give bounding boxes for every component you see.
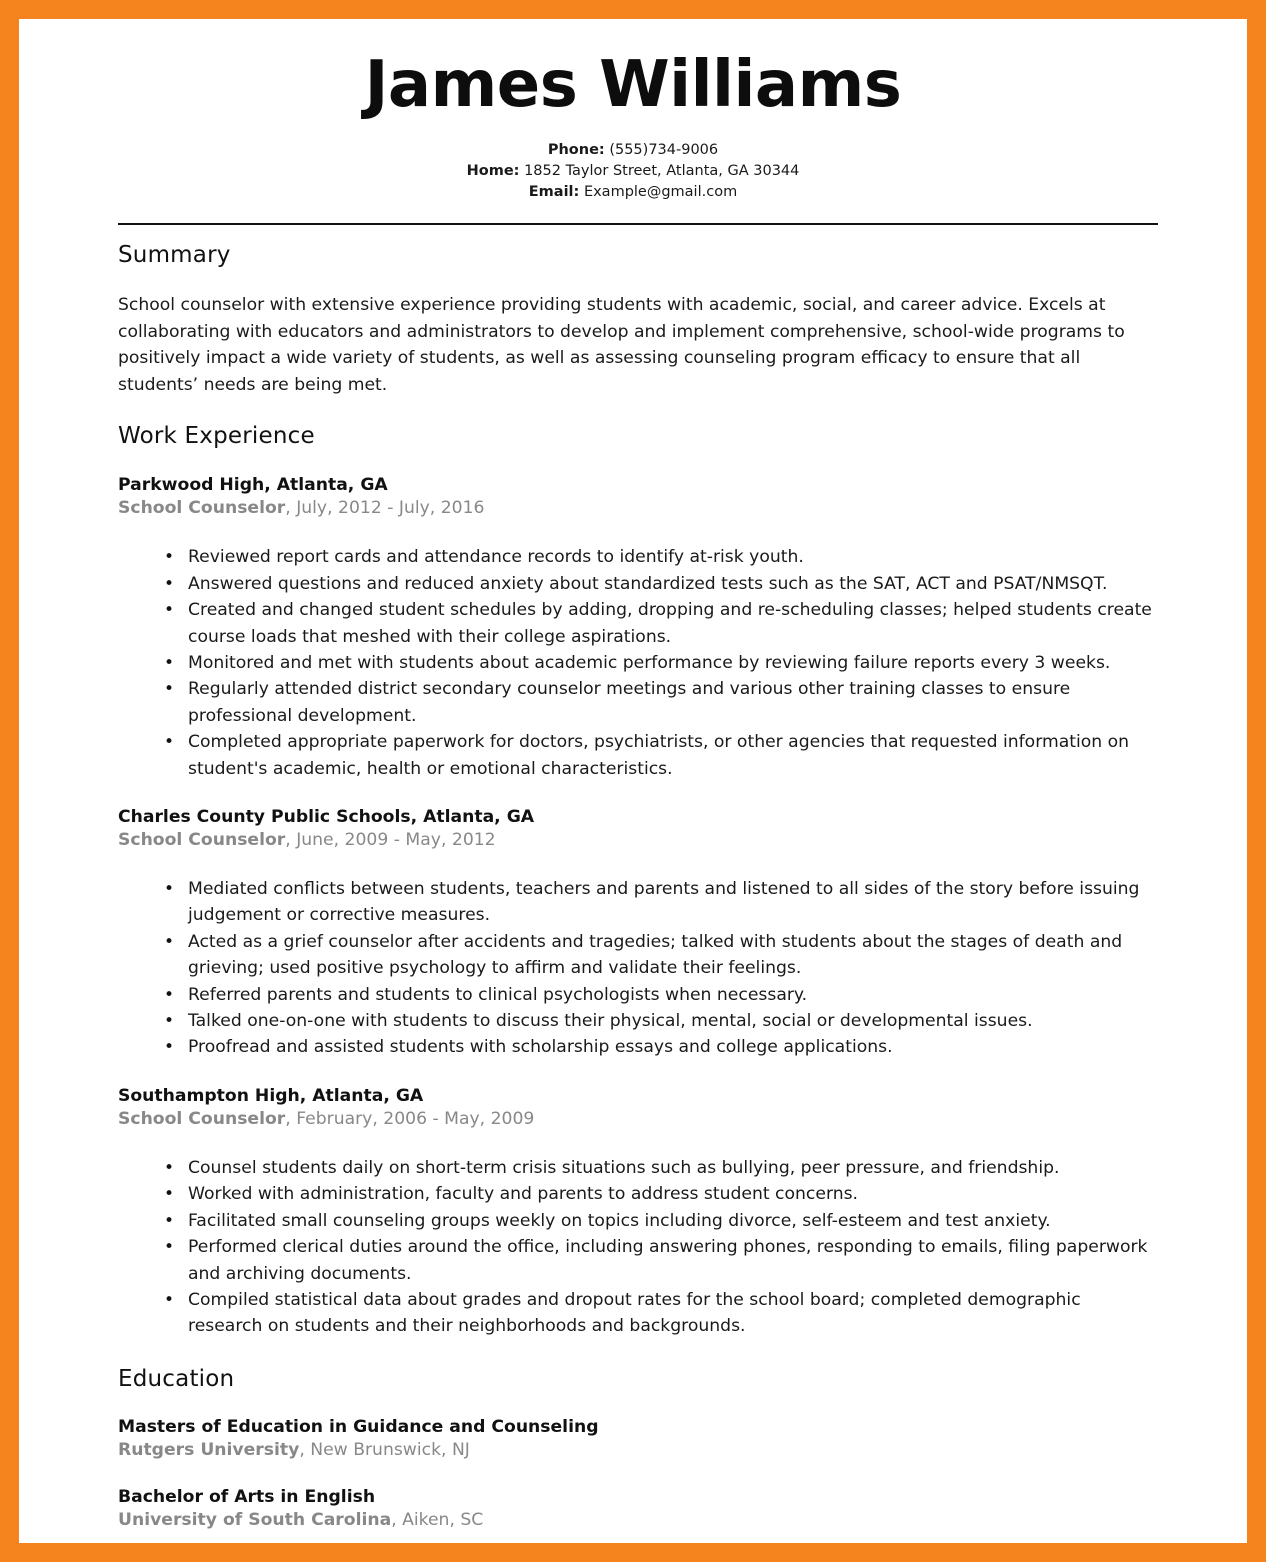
- job-title: School Counselor: [118, 1108, 286, 1129]
- email-value: Example@gmail.com: [583, 184, 738, 200]
- list-item: • Performed clerical duties around the office, including answering phones, responding to emails, filing paperwork and archiving documents.: [188, 1234, 1158, 1287]
- job-dates: , July, 2012 - July, 2016: [285, 498, 485, 519]
- job-title: School Counselor: [118, 830, 286, 851]
- job-duties-list: [118, 876, 1158, 1061]
- home-value: 1852 Taylor Street, Atlanta, GA 30344: [524, 163, 800, 179]
- degree-name: Masters of Education in Guidance and Counseling: [118, 1416, 599, 1437]
- job-entry: [118, 1085, 1158, 1340]
- job-entry: [118, 474, 1158, 782]
- school-name: University of South Carolina: [118, 1509, 392, 1530]
- list-item: • Counsel students daily on short-term crisis situations such as bullying, peer pressure, and friendship.: [188, 1155, 1158, 1181]
- job-title: School Counselor: [118, 498, 286, 519]
- education-entry: [118, 1486, 1158, 1532]
- job-role: [118, 1108, 1158, 1131]
- school-line: [118, 1439, 1158, 1462]
- education-heading: Education: [118, 1365, 235, 1392]
- list-item: • Completed appropriate paperwork for doctors, psychiatrists, or other agencies that requested information on student's academic, health or emotional characteristics.: [188, 729, 1158, 782]
- school-location: , Aiken, SC: [391, 1509, 484, 1530]
- job-organization: Parkwood High, Atlanta, GA: [118, 475, 388, 496]
- job-role: [118, 829, 1158, 852]
- home-label: Home:: [466, 163, 520, 179]
- list-item: • Regularly attended district secondary counselor meetings and various other training classes to ensure professional development.: [188, 676, 1158, 729]
- list-item: • Acted as a grief counselor after accidents and tragedies; talked with students about the stages of death and grieving; used positive psychology to affirm and validate their feelings.: [188, 929, 1158, 982]
- job-duties-list: [118, 544, 1158, 782]
- school-line: [118, 1509, 1158, 1532]
- contact-block: [38, 140, 1228, 203]
- list-item: • Mediated conflicts between students, teachers and parents and listened to all sides of the story before issuing judgement or corrective measures.: [188, 876, 1158, 929]
- candidate-name: James Williams: [364, 48, 902, 122]
- job-entry: [118, 806, 1158, 1061]
- job-organization: Charles County Public Schools, Atlanta, GA: [118, 807, 535, 828]
- resume-content: [118, 236, 1158, 1532]
- summary-text: School counselor with extensive experience providing students with academic, social, and career advice. Excels at collaborating with educators and administrators to develop and implement comprehensive, school-wide programs to positively impact a wide variety of students, as well as assessing counseling program efficacy to ensure that all students’ needs are being met.: [118, 295, 1125, 395]
- phone-label: Phone:: [547, 142, 605, 158]
- job-organization: Southampton High, Atlanta, GA: [118, 1085, 424, 1106]
- phone-line: [38, 140, 1228, 161]
- job-role: [118, 497, 1158, 520]
- email-line: [38, 182, 1228, 203]
- list-item: • Answered questions and reduced anxiety about standardized tests such as the SAT, ACT and PSAT/NMSQT.: [188, 571, 1158, 597]
- resume-page: [38, 38, 1228, 1530]
- email-label: Email:: [528, 184, 580, 200]
- list-item: • Referred parents and students to clinical psychologists when necessary.: [188, 982, 1158, 1008]
- list-item: • Worked with administration, faculty and parents to address student concerns.: [188, 1181, 1158, 1207]
- job-dates: , February, 2006 - May, 2009: [285, 1108, 535, 1129]
- list-item: • Reviewed report cards and attendance records to identify at-risk youth.: [188, 544, 1158, 570]
- job-dates: , June, 2009 - May, 2012: [285, 830, 496, 851]
- summary-heading: Summary: [118, 242, 231, 268]
- list-item: • Talked one-on-one with students to discuss their physical, mental, social or developmental issues.: [188, 1008, 1158, 1034]
- list-item: • Created and changed student schedules by adding, dropping and re-scheduling classes; helped students create course loads that meshed with their college aspirations.: [188, 597, 1158, 650]
- list-item: • Monitored and met with students about academic performance by reviewing failure reports every 3 weeks.: [188, 650, 1158, 676]
- school-name: Rutgers University: [118, 1439, 300, 1460]
- list-item: • Proofread and assisted students with scholarship essays and college applications.: [188, 1034, 1158, 1060]
- work-experience-heading: Work Experience: [118, 423, 315, 450]
- school-location: , New Brunswick, NJ: [299, 1439, 470, 1460]
- job-duties-list: [118, 1155, 1158, 1340]
- list-item: • Compiled statistical data about grades and dropout rates for the school board; completed demographic research on students and their neighborhoods and backgrounds.: [188, 1287, 1158, 1340]
- list-item: • Facilitated small counseling groups weekly on topics including divorce, self-esteem and test anxiety.: [188, 1208, 1158, 1234]
- phone-value: (555)734-9006: [609, 142, 719, 158]
- home-line: [38, 161, 1228, 182]
- header-divider: [118, 223, 1158, 225]
- education-entry: [118, 1416, 1158, 1462]
- degree-name: Bachelor of Arts in English: [118, 1486, 376, 1507]
